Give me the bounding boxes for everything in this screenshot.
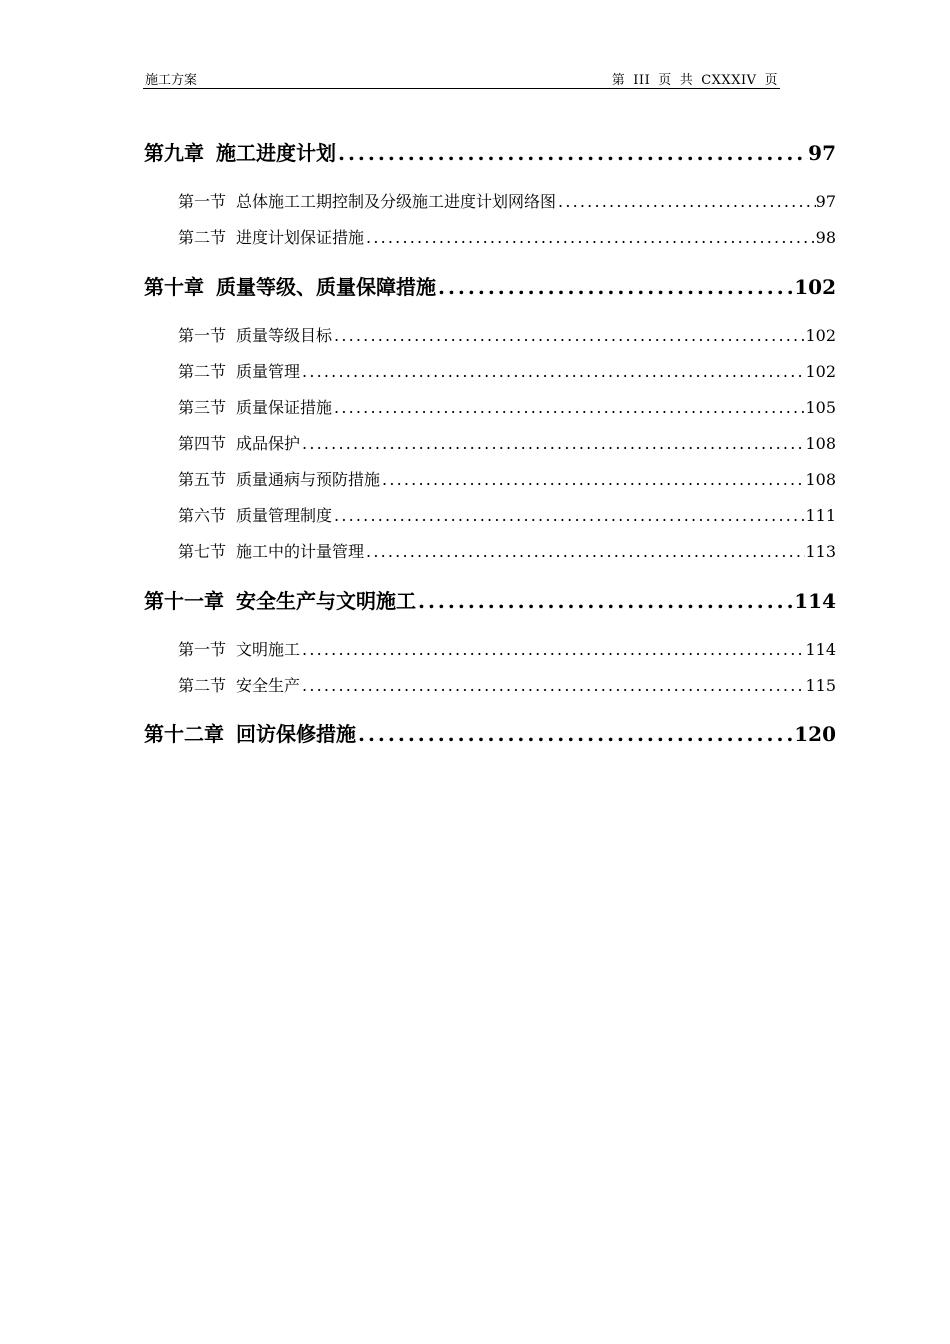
toc-number: 第七节 [178, 542, 227, 561]
toc-page-number: 102 [805, 326, 836, 345]
page-indicator [612, 69, 778, 88]
toc-page-number: 114 [794, 589, 836, 613]
toc-number: 第九章 [144, 141, 204, 165]
toc-page-number: 102 [805, 362, 836, 381]
document-title: 施工方案 [145, 73, 198, 88]
toc-page-number: 114 [805, 640, 836, 659]
toc-title: 质量管理 [236, 362, 301, 381]
toc-title: 安全生产 [236, 676, 301, 695]
toc-number: 第一节 [178, 326, 227, 345]
toc-number: 第六节 [178, 506, 227, 525]
toc-number: 第三节 [178, 398, 227, 417]
toc-number: 第二节 [178, 676, 227, 695]
toc-page-number: 108 [805, 470, 836, 489]
toc-leader [332, 506, 805, 525]
toc-page-number: 102 [794, 275, 836, 299]
toc-title: 质量管理制度 [236, 506, 333, 525]
toc-title: 质量等级目标 [236, 326, 333, 345]
toc-chapter-12[interactable] [144, 718, 836, 748]
toc-chapter-10[interactable] [144, 271, 836, 301]
toc-leader [364, 228, 816, 247]
toc-title: 质量保证措施 [236, 398, 333, 417]
toc-page-number: 115 [805, 676, 836, 695]
toc-chapter-9[interactable] [144, 137, 836, 167]
toc-number: 第一节 [178, 640, 227, 659]
toc-leader [300, 640, 805, 659]
toc-number: 第四节 [178, 434, 227, 453]
toc-page-number: 97 [815, 192, 836, 211]
page-header [143, 67, 780, 89]
total-prefix: 共 [679, 73, 694, 88]
toc-section[interactable] [178, 395, 836, 419]
toc-section[interactable] [178, 323, 836, 347]
toc-section[interactable] [178, 637, 836, 661]
toc-section[interactable] [178, 503, 836, 527]
toc-leader [364, 542, 805, 561]
toc-leader [556, 192, 816, 211]
toc-number: 第一节 [178, 192, 227, 211]
toc-section[interactable] [178, 189, 836, 213]
toc-page-number: 120 [794, 722, 836, 746]
toc-title: 质量等级、质量保障措施 [216, 275, 436, 299]
toc-section[interactable] [178, 467, 836, 491]
toc-title: 成品保护 [236, 434, 301, 453]
toc-number: 第二节 [178, 362, 227, 381]
page-suffix: 页 [764, 73, 778, 88]
toc-title: 施工中的计量管理 [236, 542, 365, 561]
toc-page-number: 98 [815, 228, 836, 247]
toc-leader [416, 589, 794, 613]
toc-section[interactable] [178, 225, 836, 249]
toc-number: 第十二章 [144, 722, 224, 746]
toc-leader [356, 722, 794, 746]
toc-section[interactable] [178, 673, 836, 697]
toc-page-number: 113 [805, 542, 836, 561]
toc-leader [332, 398, 805, 417]
toc-title: 施工进度计划 [216, 141, 336, 165]
toc-page-number: 105 [805, 398, 836, 417]
toc-page-number: 108 [805, 434, 836, 453]
toc-section[interactable] [178, 539, 836, 563]
toc-title: 回访保修措施 [236, 722, 356, 746]
toc-chapter-11[interactable] [144, 585, 836, 615]
toc-title: 质量通病与预防措施 [236, 470, 381, 489]
toc-leader [380, 470, 805, 489]
toc-page-number: 97 [808, 141, 836, 165]
toc-leader [300, 676, 805, 695]
current-page-number: III [633, 73, 651, 88]
page-mid: 页 [658, 73, 672, 88]
toc-leader [436, 275, 794, 299]
toc-number: 第二节 [178, 228, 227, 247]
toc-section[interactable] [178, 431, 836, 455]
total-page-number: CXXXIV [701, 73, 757, 88]
toc-section[interactable] [178, 359, 836, 383]
toc-number: 第十一章 [144, 589, 224, 613]
toc-leader [300, 434, 805, 453]
toc-leader [332, 326, 805, 345]
toc-leader [300, 362, 805, 381]
toc-title: 总体施工工期控制及分级施工进度计划网络图 [236, 192, 557, 211]
toc-number: 第十章 [144, 275, 204, 299]
toc-leader [336, 141, 808, 165]
toc-number: 第五节 [178, 470, 227, 489]
page-prefix: 第 [611, 73, 626, 88]
toc-page-number: 111 [805, 506, 836, 525]
toc-title: 文明施工 [236, 640, 301, 659]
toc-title: 安全生产与文明施工 [236, 589, 416, 613]
toc-title: 进度计划保证措施 [236, 228, 365, 247]
